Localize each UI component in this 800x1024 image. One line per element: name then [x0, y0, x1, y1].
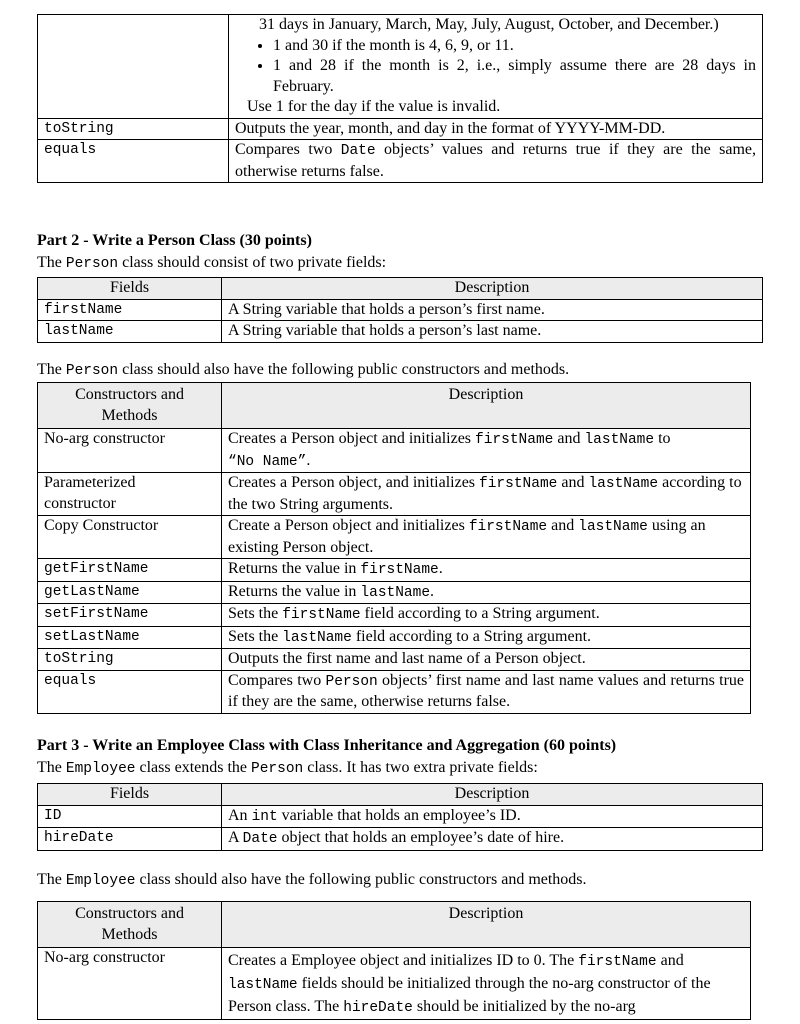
part2-heading: Part 2 - Write a Person Class (30 points) [37, 232, 312, 249]
employee-methods-table [37, 901, 751, 1020]
method-name: Copy Constructor [38, 516, 222, 559]
method-desc: Compares two Person objects’ first name and last name values and returns true if they are the same, otherwise returns false. [222, 670, 751, 713]
day-rule-item: • 1 and 28 if the month is 2, i.e., simply assume there are 28 days in February. [273, 56, 756, 97]
method-desc: Sets the firstName field according to a String argument. [222, 604, 751, 627]
employee-fields-table [37, 783, 763, 851]
person-methods-table [37, 382, 751, 714]
person-fields-table [37, 277, 763, 343]
column-header: Description [222, 902, 751, 948]
method-desc: Creates a Person object and initializes firstName and lastName to “No Name”. [222, 429, 751, 473]
field-desc: A Date object that holds an employee’s date of hire. [222, 828, 763, 851]
method-desc: Outputs the year, month, and day in the format of YYYY-MM-DD. [229, 118, 763, 140]
field-name: hireDate [38, 828, 222, 851]
method-desc: Outputs the first name and last name of a Person object. [222, 649, 751, 671]
column-header: Description [222, 383, 751, 429]
day-rules-list [247, 36, 756, 98]
field-name: firstName [38, 299, 222, 321]
column-header: Fields [38, 784, 222, 806]
method-desc: Returns the value in lastName. [222, 581, 751, 604]
column-header: Constructors and Methods [38, 383, 222, 429]
method-desc: Returns the value in firstName. [222, 559, 751, 582]
method-name: No-arg constructor [38, 948, 222, 1020]
field-name: ID [38, 805, 222, 828]
date-desc-cont: 31 days in January, March, May, July, August, October, and December.) [259, 16, 719, 33]
column-header: Fields [38, 278, 222, 300]
field-desc: An int variable that holds an employee’s ID. [222, 805, 763, 828]
part2-methods-intro: The Person class should also have the following public constructors and methods. [37, 361, 570, 379]
method-name: equals [38, 140, 229, 183]
method-name: Parameterized constructor [38, 473, 222, 516]
method-name: toString [38, 649, 222, 671]
method-name: toString [38, 118, 229, 140]
part3-intro: The Employee class extends the Person class. It has two extra private fields: [37, 759, 538, 777]
column-header: Description [222, 278, 763, 300]
field-name: lastName [38, 321, 222, 343]
method-desc: Compares two Date objects’ values and returns true if they are the same, otherwise returns false. [229, 140, 763, 183]
method-desc: Creates a Employee object and initializes ID to 0. The firstName and lastName fields should be initialized through the no-arg constructor of the Person class. The hireDate should be initialized by the no-arg [222, 948, 751, 1020]
part2-intro: The Person class should consist of two private fields: [37, 254, 387, 272]
field-desc: A String variable that holds a person’s first name. [222, 299, 763, 321]
method-desc: Creates a Person object, and initializes firstName and lastName according to the two String arguments. [222, 473, 751, 516]
method-name: equals [38, 670, 222, 713]
method-name: getLastName [38, 581, 222, 604]
date-methods-table [37, 14, 763, 183]
invalid-day-note: Use 1 for the day if the value is invalid. [247, 98, 501, 115]
method-name: setLastName [38, 626, 222, 649]
method-desc: Create a Person object and initializes firstName and lastName using an existing Person object. [222, 516, 751, 559]
column-header: Constructors and Methods [38, 902, 222, 948]
column-header: Description [222, 784, 763, 806]
method-name: getFirstName [38, 559, 222, 582]
method-name: setFirstName [38, 604, 222, 627]
day-rule-item: • 1 and 30 if the month is 4, 6, 9, or 11. [273, 36, 756, 57]
method-desc: Sets the lastName field according to a String argument. [222, 626, 751, 649]
field-desc: A String variable that holds a person’s last name. [222, 321, 763, 343]
method-name: No-arg constructor [38, 429, 222, 473]
part3-heading: Part 3 - Write an Employee Class with Class Inheritance and Aggregation (60 points) [37, 737, 617, 754]
part3-methods-intro: The Employee class should also have the following public constructors and methods. [37, 871, 587, 889]
